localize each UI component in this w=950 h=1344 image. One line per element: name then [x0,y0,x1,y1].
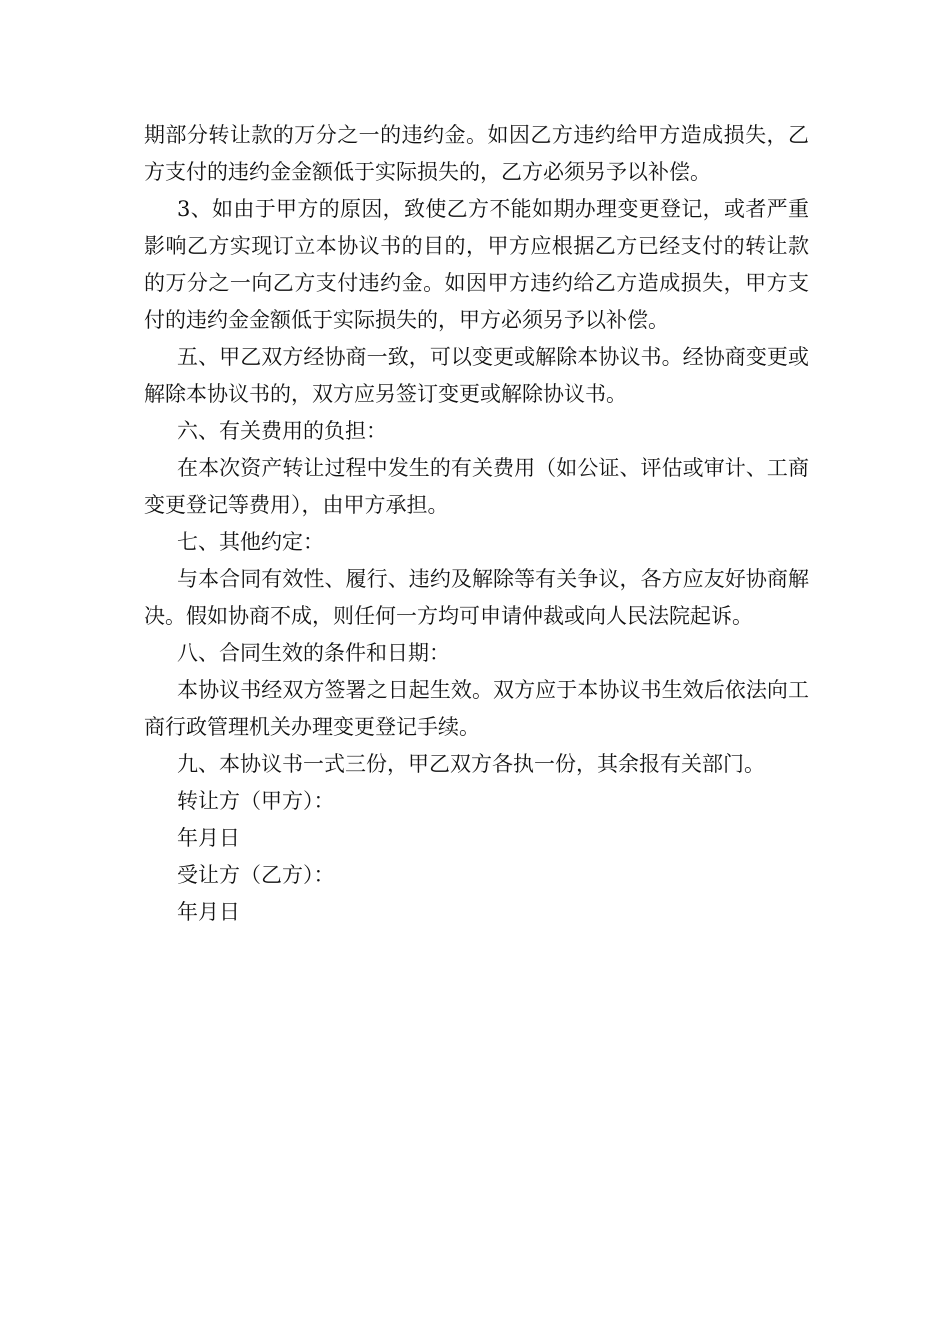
paragraph-penalty-party-a: 3、如由于甲方的原因，致使乙方不能如期办理变更登记，或者严重影响乙方实现订立本协议书的目的，甲方应根据乙方已经支付的转让款的万分之一向乙方支付违约金。如因甲方违约给乙方造成损失，甲方支付的违约金金额低于实际损失的，甲方必须另予以补偿。 [144,197,809,332]
paragraph-article-7-body: 与本合同有效性、履行、违约及解除等有关争议，各方应友好协商解决。假如协商不成，则任何一方均可申请仲裁或向人民法院起诉。 [144,567,809,628]
signature-transferee-label: 受让方（乙方）： [177,863,335,887]
signature-transferor-date: 年月日 [177,826,240,850]
heading-article-8: 八、合同生效的条件和日期： [177,641,450,665]
paragraph-article-8-body: 本协议书经双方签署之日起生效。双方应于本协议书生效后依法向工商行政管理机关办理变更登记手续。 [144,678,809,739]
signature-transferor-label: 转让方（甲方）： [177,789,335,813]
paragraph-penalty-party-b-continued: 期部分转让款的万分之一的违约金。如因乙方违约给甲方造成损失，乙方支付的违约金金额低于实际损失的，乙方必须另予以补偿。 [144,123,809,184]
heading-article-7: 七、其他约定： [177,530,324,554]
paragraph-article-6-body: 在本次资产转让过程中发生的有关费用（如公证、评估或审计、工商变更登记等费用），由甲方承担。 [144,456,809,517]
document-body [144,117,809,931]
paragraph-article-5: 五、甲乙双方经协商一致，可以变更或解除本协议书。经协商变更或解除本协议书的，双方应另签订变更或解除协议书。 [144,345,809,406]
signature-transferee-date: 年月日 [177,900,240,924]
paragraph-article-9: 九、本协议书一式三份，甲乙双方各执一份，其余报有关部门。 [177,752,765,776]
heading-article-6: 六、有关费用的负担： [177,419,387,443]
